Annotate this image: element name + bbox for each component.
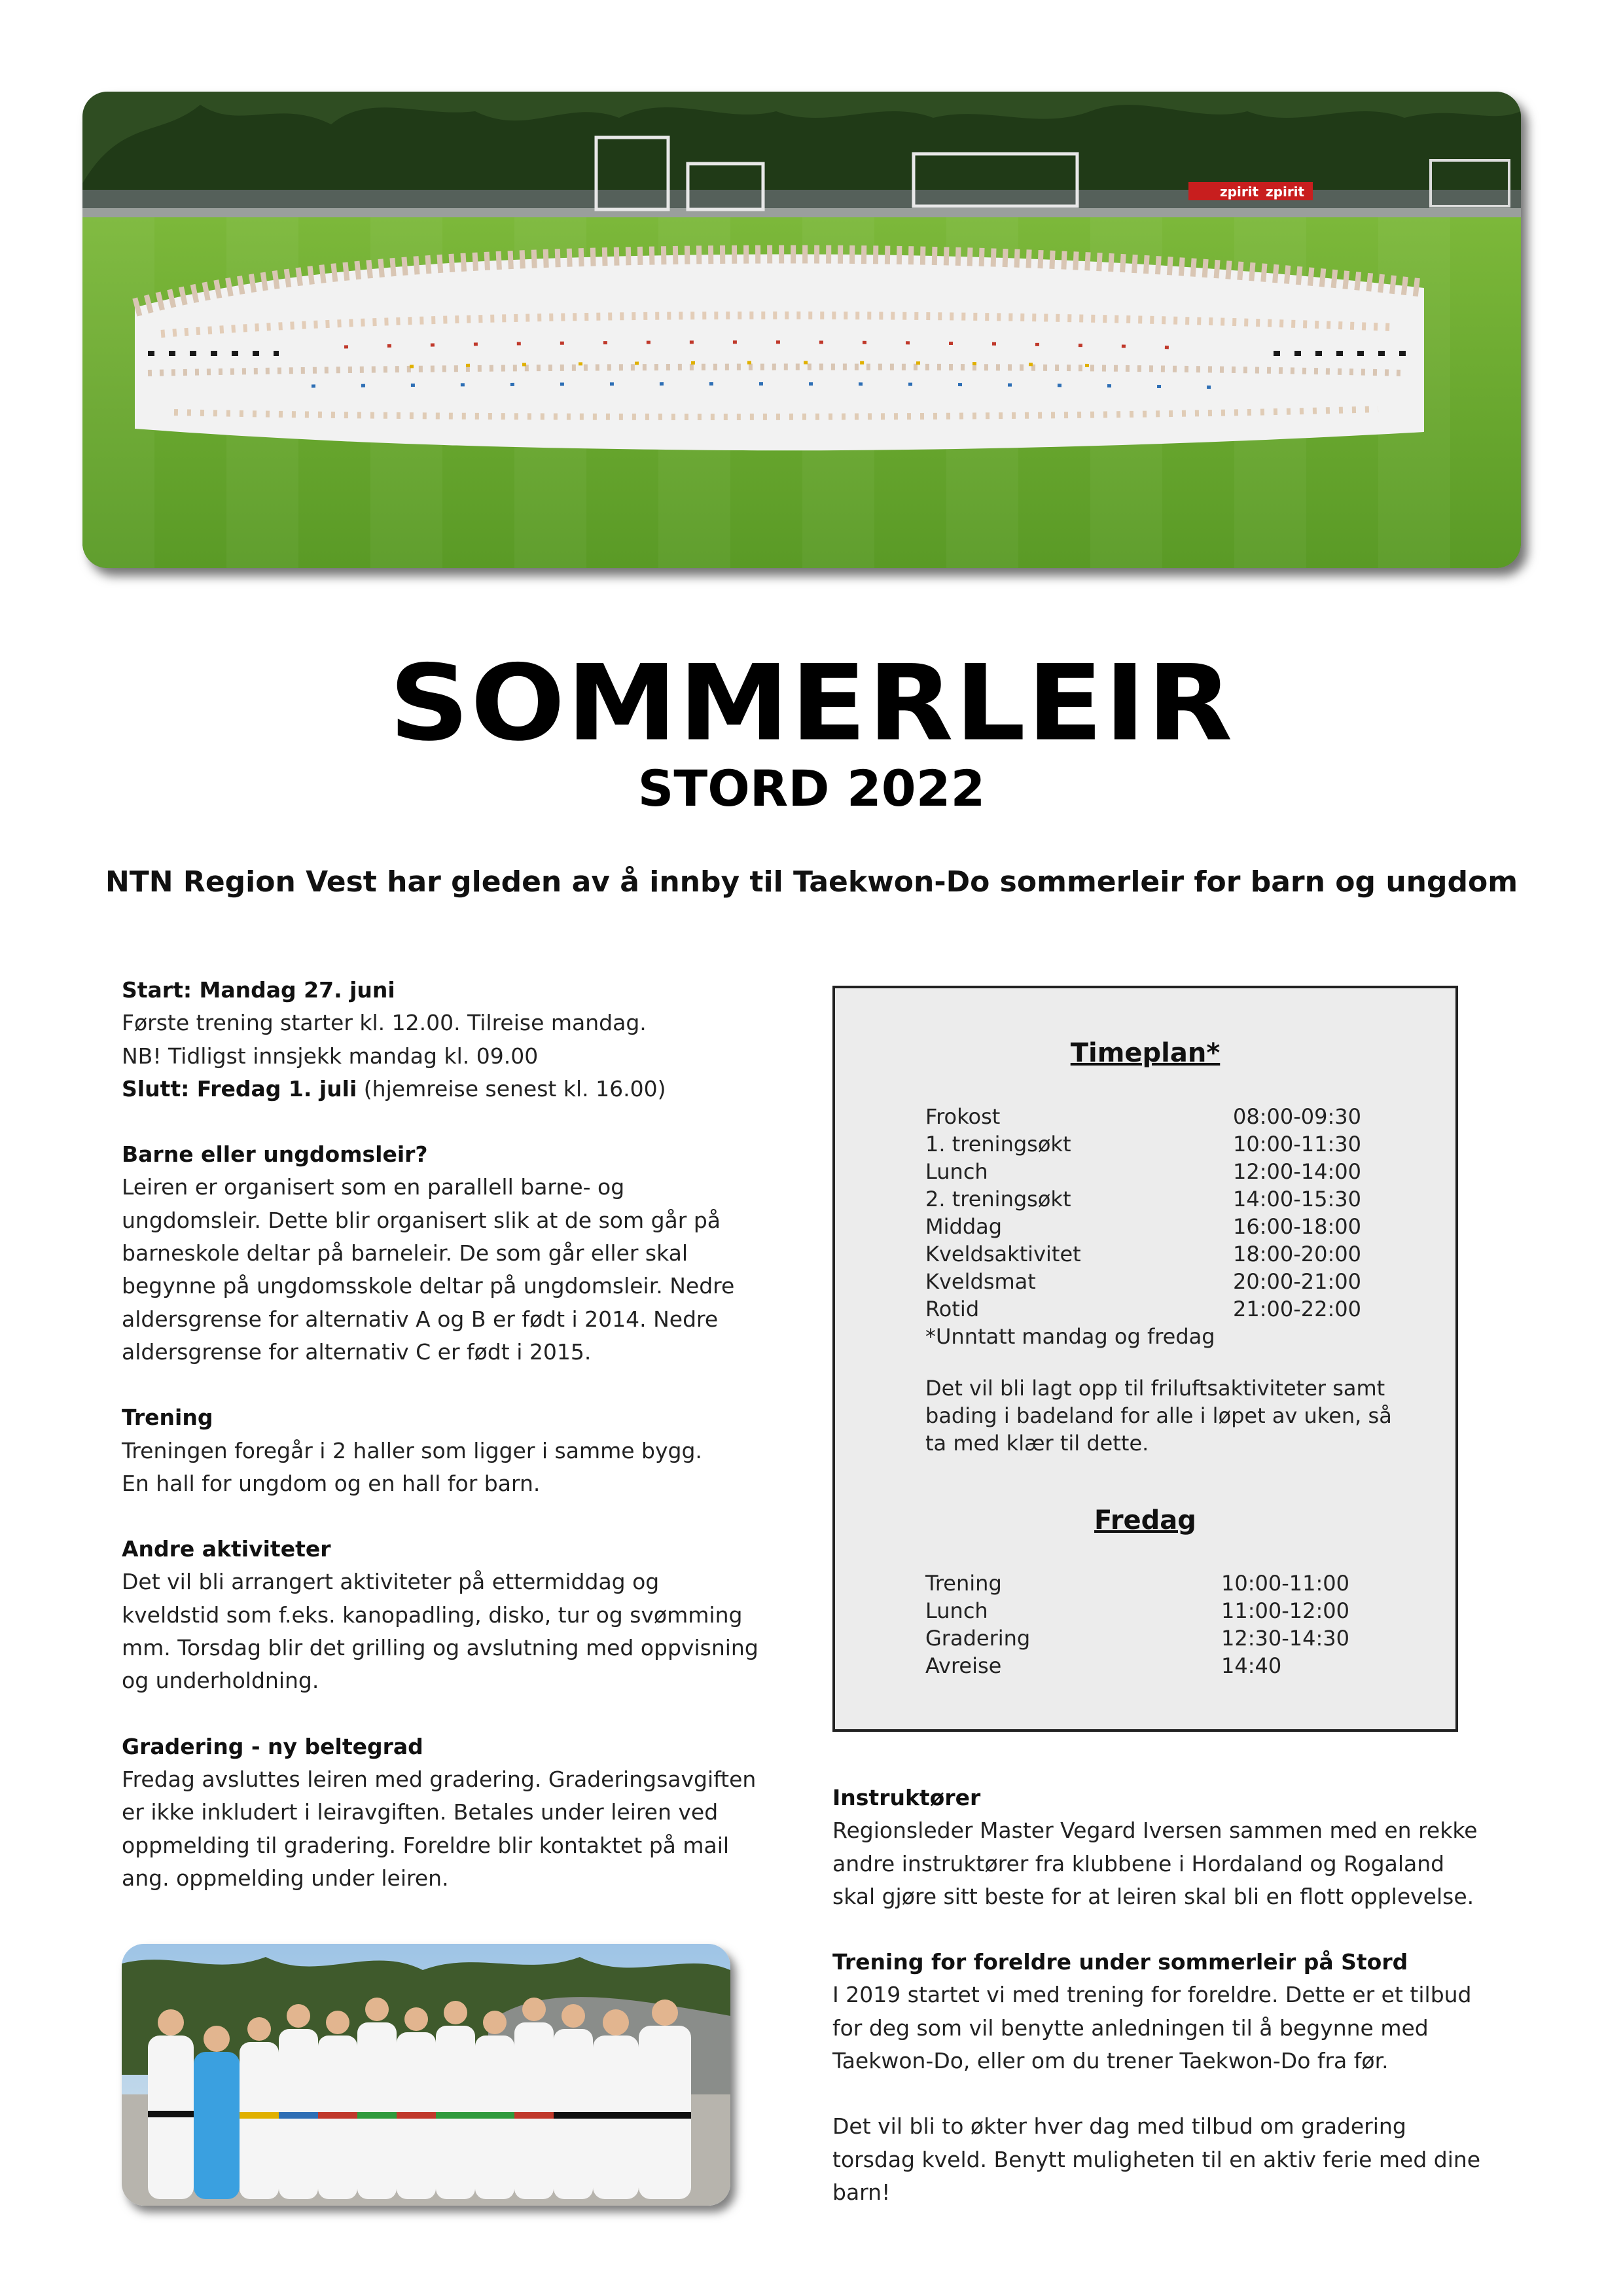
friday-label: Lunch: [925, 1598, 988, 1623]
schedule-row: [925, 1130, 1397, 1158]
schedule-label: Frokost: [925, 1104, 1001, 1129]
end-text: (hjemreise senest kl. 16.00): [357, 1075, 666, 1102]
schedule-time: 14:00-15:30: [1233, 1187, 1361, 1211]
activities-section: [122, 1533, 763, 1697]
friday-row: [925, 1652, 1397, 1679]
friday-label: Avreise: [925, 1653, 1002, 1678]
schedule-time: 12:00-14:00: [1233, 1159, 1361, 1184]
schedule-label: 1. treningsøkt: [925, 1132, 1071, 1157]
instructors-text: Regionsleder Master Vegard Iversen sammen med en rekke andre instruktører fra klubbene i Hordaland og Rogaland skal gjøre sitt beste for at leiren skal bli en flott opplevelse.: [832, 1818, 1478, 1909]
friday-time: 14:40: [1221, 1653, 1282, 1678]
instructors-section: [832, 1782, 1487, 1913]
left-column: [122, 974, 763, 1928]
activities-text: Det vil bli arrangert aktiviteter på ettermiddag og kveldstid som f.eks. kanopadling, disko, tur og svømming mm. Torsdag blir det grilling og avslutning med oppvisning og underholdning.: [122, 1569, 758, 1694]
schedule-row: [925, 1268, 1397, 1295]
friday-row: [925, 1570, 1397, 1597]
outdoor-note: Det vil bli lagt opp til friluftsaktiviteter samt bading i badeland for alle i løpet av uken, så ta med klær til dette.: [925, 1376, 1392, 1456]
friday-label: Trening: [925, 1571, 1002, 1596]
friday-label: Gradering: [925, 1626, 1031, 1651]
friday-time: 11:00-12:00: [1221, 1598, 1349, 1623]
schedule-footnote: *Unntatt mandag og fredag: [925, 1324, 1215, 1349]
page-title: SOMMERLEIR: [389, 642, 1234, 765]
parents-text: I 2019 startet vi med trening for foreldre. Dette er et tilbud for deg som vil benytte anledningen til å begynne med Taekwon-Do, eller om du trener Taekwon-Do fra før.: [832, 1982, 1472, 2074]
friday-row: [925, 1597, 1397, 1624]
start-line-2: NB! Tidligst innsjekk mandag kl. 09.00: [122, 1043, 539, 1069]
closing-section: [832, 2110, 1487, 2209]
schedule-label: Middag: [925, 1214, 1003, 1239]
schedule-box: [832, 986, 1458, 1732]
parents-section: [832, 1946, 1487, 2077]
friday-time: 10:00-11:00: [1221, 1571, 1349, 1596]
closing-text: Det vil bli to økter hver dag med tilbud om gradering torsdag kveld. Benytt muligheten til en aktiv ferie med dine barn!: [832, 2113, 1481, 2205]
schedule-time: 20:00-21:00: [1233, 1269, 1361, 1294]
instructors-photo: [122, 1944, 730, 2206]
schedule-row: [925, 1158, 1397, 1185]
schedule-label: Kveldsmat: [925, 1269, 1036, 1294]
schedule-time: 21:00-22:00: [1233, 1297, 1361, 1321]
group-photo-field: [82, 92, 1521, 568]
schedule-row: [925, 1295, 1397, 1323]
friday-time: 12:30-14:30: [1221, 1626, 1349, 1651]
training-section: [122, 1401, 763, 1500]
activities-heading: Andre aktiviteter: [122, 1536, 331, 1562]
training-line-2: En hall for ungdom og en hall for barn.: [122, 1470, 541, 1496]
schedule-row: [925, 1213, 1397, 1240]
schedule-label: Kveldsaktivitet: [925, 1242, 1081, 1266]
banner-text-right: zpirit: [1266, 184, 1305, 200]
banner-text-left: zpirit: [1220, 184, 1259, 200]
schedule-label: 2. treningsøkt: [925, 1187, 1071, 1211]
schedule-row: [925, 1185, 1397, 1213]
camp-text: Leiren er organisert som en parallell barne- og ungdomsleir. Dette blir organisert slik at de som går på barneskole deltar på barneleir. De som går eller skal begynne på ungdomsskole deltar på ungdomsleir. Nedre aldersgrense for alternativ A og B er født i 2014. Nedre aldersgrense for alternativ C er født i 2015.: [122, 1174, 735, 1365]
schedule-list: [925, 1103, 1397, 1350]
schedule-row: [925, 1240, 1397, 1268]
friday-row: [925, 1624, 1397, 1652]
camp-heading: Barne eller ungdomsleir?: [122, 1141, 428, 1168]
instructors-heading: Instruktører: [832, 1785, 981, 1810]
training-line-1: Treningen foregår i 2 haller som ligger i samme bygg.: [122, 1437, 702, 1463]
end-label: Slutt: Fredag 1. juli: [122, 1075, 357, 1102]
schedule-row: [925, 1103, 1397, 1130]
training-heading: Trening: [122, 1405, 213, 1431]
schedule-label: Lunch: [925, 1159, 988, 1184]
grading-heading: Gradering - ny beltegrad: [122, 1733, 423, 1759]
schedule-time: 08:00-09:30: [1233, 1104, 1361, 1129]
grading-section: [122, 1731, 763, 1895]
grading-text: Fredag avsluttes leiren med gradering. Graderingsavgiften er ikke inkludert i leiravgiften. Betales under leiren ved oppmelding til gradering. Foreldre blir kontaktet på mail ang. oppmelding under leiren.: [122, 1766, 757, 1891]
camp-section: [122, 1138, 763, 1369]
friday-list: [925, 1570, 1397, 1679]
schedule-time: 18:00-20:00: [1233, 1242, 1361, 1266]
friday-heading: Fredag: [1094, 1505, 1196, 1535]
schedule-label: Rotid: [925, 1297, 980, 1321]
schedule-time: 10:00-11:30: [1233, 1132, 1361, 1157]
start-section: [122, 974, 763, 1105]
page-subtitle: STORD 2022: [637, 759, 986, 817]
start-line-1: Første trening starter kl. 12.00. Tilreise mandag.: [122, 1010, 647, 1036]
right-column: [832, 1782, 1487, 2242]
parents-heading: Trening for foreldre under sommerleir på Stord: [832, 1949, 1408, 1975]
start-label: Start: Mandag 27. juni: [122, 977, 395, 1003]
schedule-time: 16:00-18:00: [1233, 1214, 1361, 1239]
schedule-heading: Timeplan*: [1070, 1038, 1221, 1068]
intro-line: NTN Region Vest har gleden av å innby til Taekwon-Do sommerleir for barn og ungdom: [105, 865, 1518, 899]
